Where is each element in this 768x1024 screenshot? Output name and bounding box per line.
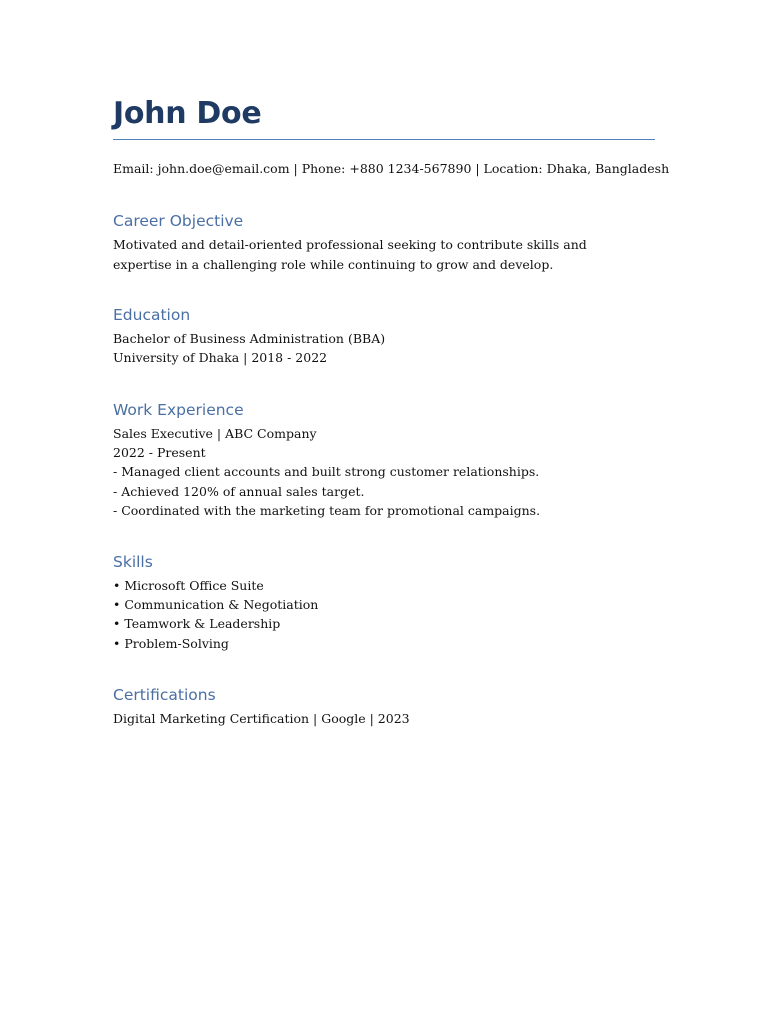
work-experience-heading: Work Experience bbox=[113, 401, 244, 419]
section-career-objective bbox=[113, 210, 655, 275]
certification-item: Digital Marketing Certification | Google | 2023 bbox=[113, 711, 410, 726]
skill-item: • Problem-Solving bbox=[113, 635, 229, 651]
skill-item: • Communication & Negotiation bbox=[113, 597, 319, 613]
section-skills bbox=[113, 551, 655, 653]
skills-heading: Skills bbox=[113, 553, 153, 571]
work-role: Sales Executive | ABC Company bbox=[113, 426, 317, 441]
section-certifications bbox=[113, 684, 655, 728]
work-bullet: - Coordinated with the marketing team for promotional campaigns. bbox=[113, 502, 541, 518]
career-objective-heading: Career Objective bbox=[113, 212, 244, 230]
skill-item: • Teamwork & Leadership bbox=[113, 616, 281, 632]
work-bullet: - Achieved 120% of annual sales target. bbox=[113, 483, 365, 499]
section-work-experience bbox=[113, 399, 655, 520]
work-bullet: - Managed client accounts and built strong customer relationships. bbox=[113, 464, 540, 480]
education-institution: University of Dhaka | 2018 - 2022 bbox=[113, 350, 328, 366]
education-heading: Education bbox=[113, 306, 191, 324]
certifications-heading: Certifications bbox=[113, 686, 216, 704]
contact-info: Email: john.doe@email.com | Phone: +880 1234-567890 | Location: Dhaka, Bangladesh bbox=[113, 161, 670, 176]
career-objective-text: Motivated and detail-oriented professional seeking to contribute skills and expertise in a challenging role while continuing to grow and develop. bbox=[113, 237, 587, 272]
header-divider bbox=[113, 139, 655, 140]
education-degree: Bachelor of Business Administration (BBA) bbox=[113, 331, 386, 346]
candidate-name: John Doe bbox=[113, 96, 262, 131]
work-dates: 2022 - Present bbox=[113, 445, 206, 461]
skill-item: • Microsoft Office Suite bbox=[113, 578, 264, 593]
section-education bbox=[113, 304, 655, 367]
